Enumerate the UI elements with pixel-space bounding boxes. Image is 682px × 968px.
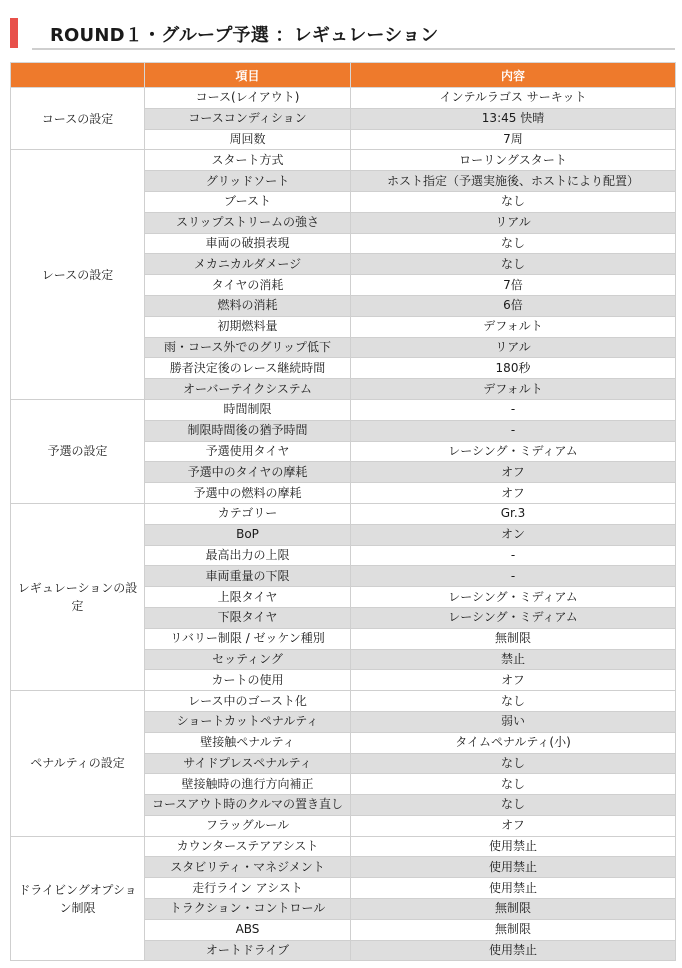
setting-item: 壁接触時の進行方向補正 <box>145 774 351 795</box>
setting-item: コース(レイアウト) <box>145 88 351 109</box>
setting-value: 無制限 <box>351 919 676 940</box>
setting-value: デフォルト <box>351 316 676 337</box>
section-label: 予選の設定 <box>11 399 145 503</box>
table-row <box>11 399 676 420</box>
setting-value: オン <box>351 524 676 545</box>
setting-value: なし <box>351 753 676 774</box>
setting-value: - <box>351 420 676 441</box>
setting-item: フラッグルール <box>145 815 351 836</box>
section-label: レースの設定 <box>11 150 145 400</box>
setting-item: 雨・コース外でのグリップ低下 <box>145 337 351 358</box>
setting-value: 使用禁止 <box>351 940 676 961</box>
setting-item: スタート方式 <box>145 150 351 171</box>
setting-value: レーシング・ミディアム <box>351 587 676 608</box>
setting-value: 6倍 <box>351 295 676 316</box>
header-blank <box>11 63 145 88</box>
setting-value: 180秒 <box>351 358 676 379</box>
setting-item: コースコンディション <box>145 108 351 129</box>
setting-item: 予選使用タイヤ <box>145 441 351 462</box>
setting-value: 禁止 <box>351 649 676 670</box>
setting-value: - <box>351 566 676 587</box>
title-divider <box>32 48 675 50</box>
setting-value: オフ <box>351 670 676 691</box>
setting-item: オーバーテイクシステム <box>145 379 351 400</box>
table-row <box>11 691 676 712</box>
setting-item: ABS <box>145 919 351 940</box>
setting-value: なし <box>351 233 676 254</box>
setting-value: ホスト指定（予選実施後、ホストにより配置） <box>351 171 676 192</box>
setting-value: - <box>351 545 676 566</box>
setting-value: 無制限 <box>351 899 676 920</box>
header-content: 内容 <box>351 63 676 88</box>
setting-value: 無制限 <box>351 628 676 649</box>
setting-item: 最高出力の上限 <box>145 545 351 566</box>
setting-item: スタビリティ・マネジメント <box>145 857 351 878</box>
setting-item: 周回数 <box>145 129 351 150</box>
setting-item: 壁接触ペナルティ <box>145 732 351 753</box>
setting-value: オフ <box>351 483 676 504</box>
setting-item: 勝者決定後のレース継続時間 <box>145 358 351 379</box>
title-bar <box>10 18 675 50</box>
table-row <box>11 150 676 171</box>
setting-item: 予選中のタイヤの摩耗 <box>145 462 351 483</box>
setting-item: 初期燃料量 <box>145 316 351 337</box>
table-row <box>11 503 676 524</box>
section-label: レギュレーションの設定 <box>11 503 145 690</box>
section-label: ペナルティの設定 <box>11 691 145 837</box>
setting-item: 車両重量の下限 <box>145 566 351 587</box>
setting-value: 使用禁止 <box>351 836 676 857</box>
setting-item: セッティング <box>145 649 351 670</box>
table-row <box>11 836 676 857</box>
table-body <box>11 88 676 961</box>
setting-value: インテルラゴス サーキット <box>351 88 676 109</box>
table-header-row <box>11 63 676 88</box>
setting-item: タイヤの消耗 <box>145 275 351 296</box>
setting-value: なし <box>351 795 676 816</box>
setting-value: 使用禁止 <box>351 857 676 878</box>
setting-value: オフ <box>351 462 676 483</box>
setting-value: レーシング・ミディアム <box>351 441 676 462</box>
setting-item: ブースト <box>145 191 351 212</box>
setting-item: 下限タイヤ <box>145 607 351 628</box>
setting-item: トラクション・コントロール <box>145 899 351 920</box>
setting-item: カートの使用 <box>145 670 351 691</box>
setting-item: 予選中の燃料の摩耗 <box>145 483 351 504</box>
setting-value: なし <box>351 191 676 212</box>
setting-item: カテゴリー <box>145 503 351 524</box>
setting-value: 弱い <box>351 711 676 732</box>
setting-item: グリッドソート <box>145 171 351 192</box>
setting-item: 制限時間後の猶予時間 <box>145 420 351 441</box>
setting-item: コースアウト時のクルマの置き直し <box>145 795 351 816</box>
setting-value: なし <box>351 691 676 712</box>
setting-value: タイムペナルティ(小) <box>351 732 676 753</box>
regulation-table <box>10 62 676 961</box>
setting-item: BoP <box>145 524 351 545</box>
setting-value: - <box>351 399 676 420</box>
setting-item: 燃料の消耗 <box>145 295 351 316</box>
setting-item: レース中のゴースト化 <box>145 691 351 712</box>
setting-item: ショートカットペナルティ <box>145 711 351 732</box>
setting-value: なし <box>351 774 676 795</box>
setting-value: レーシング・ミディアム <box>351 607 676 628</box>
setting-value: 13:45 快晴 <box>351 108 676 129</box>
page-title: ROUND１・グループ予選 ：レギュレーション <box>50 25 439 46</box>
header-item: 項目 <box>145 63 351 88</box>
setting-item: オートドライブ <box>145 940 351 961</box>
section-label: コースの設定 <box>11 88 145 150</box>
setting-item: スリップストリームの強さ <box>145 212 351 233</box>
setting-item: カウンターステアアシスト <box>145 836 351 857</box>
setting-value: 7周 <box>351 129 676 150</box>
setting-value: リアル <box>351 337 676 358</box>
setting-value: 使用禁止 <box>351 878 676 899</box>
section-label: ドライビングオプション制限 <box>11 836 145 961</box>
setting-item: リバリー制限 / ゼッケン種別 <box>145 628 351 649</box>
setting-item: 車両の破損表現 <box>145 233 351 254</box>
setting-item: 走行ライン アシスト <box>145 878 351 899</box>
setting-value: なし <box>351 254 676 275</box>
table-row <box>11 88 676 109</box>
setting-value: デフォルト <box>351 379 676 400</box>
setting-item: サイドプレスペナルティ <box>145 753 351 774</box>
setting-item: メカニカルダメージ <box>145 254 351 275</box>
title-accent-bar <box>10 18 18 48</box>
setting-value: ローリングスタート <box>351 150 676 171</box>
setting-value: リアル <box>351 212 676 233</box>
setting-value: オフ <box>351 815 676 836</box>
setting-item: 上限タイヤ <box>145 587 351 608</box>
setting-value: Gr.3 <box>351 503 676 524</box>
setting-value: 7倍 <box>351 275 676 296</box>
setting-item: 時間制限 <box>145 399 351 420</box>
